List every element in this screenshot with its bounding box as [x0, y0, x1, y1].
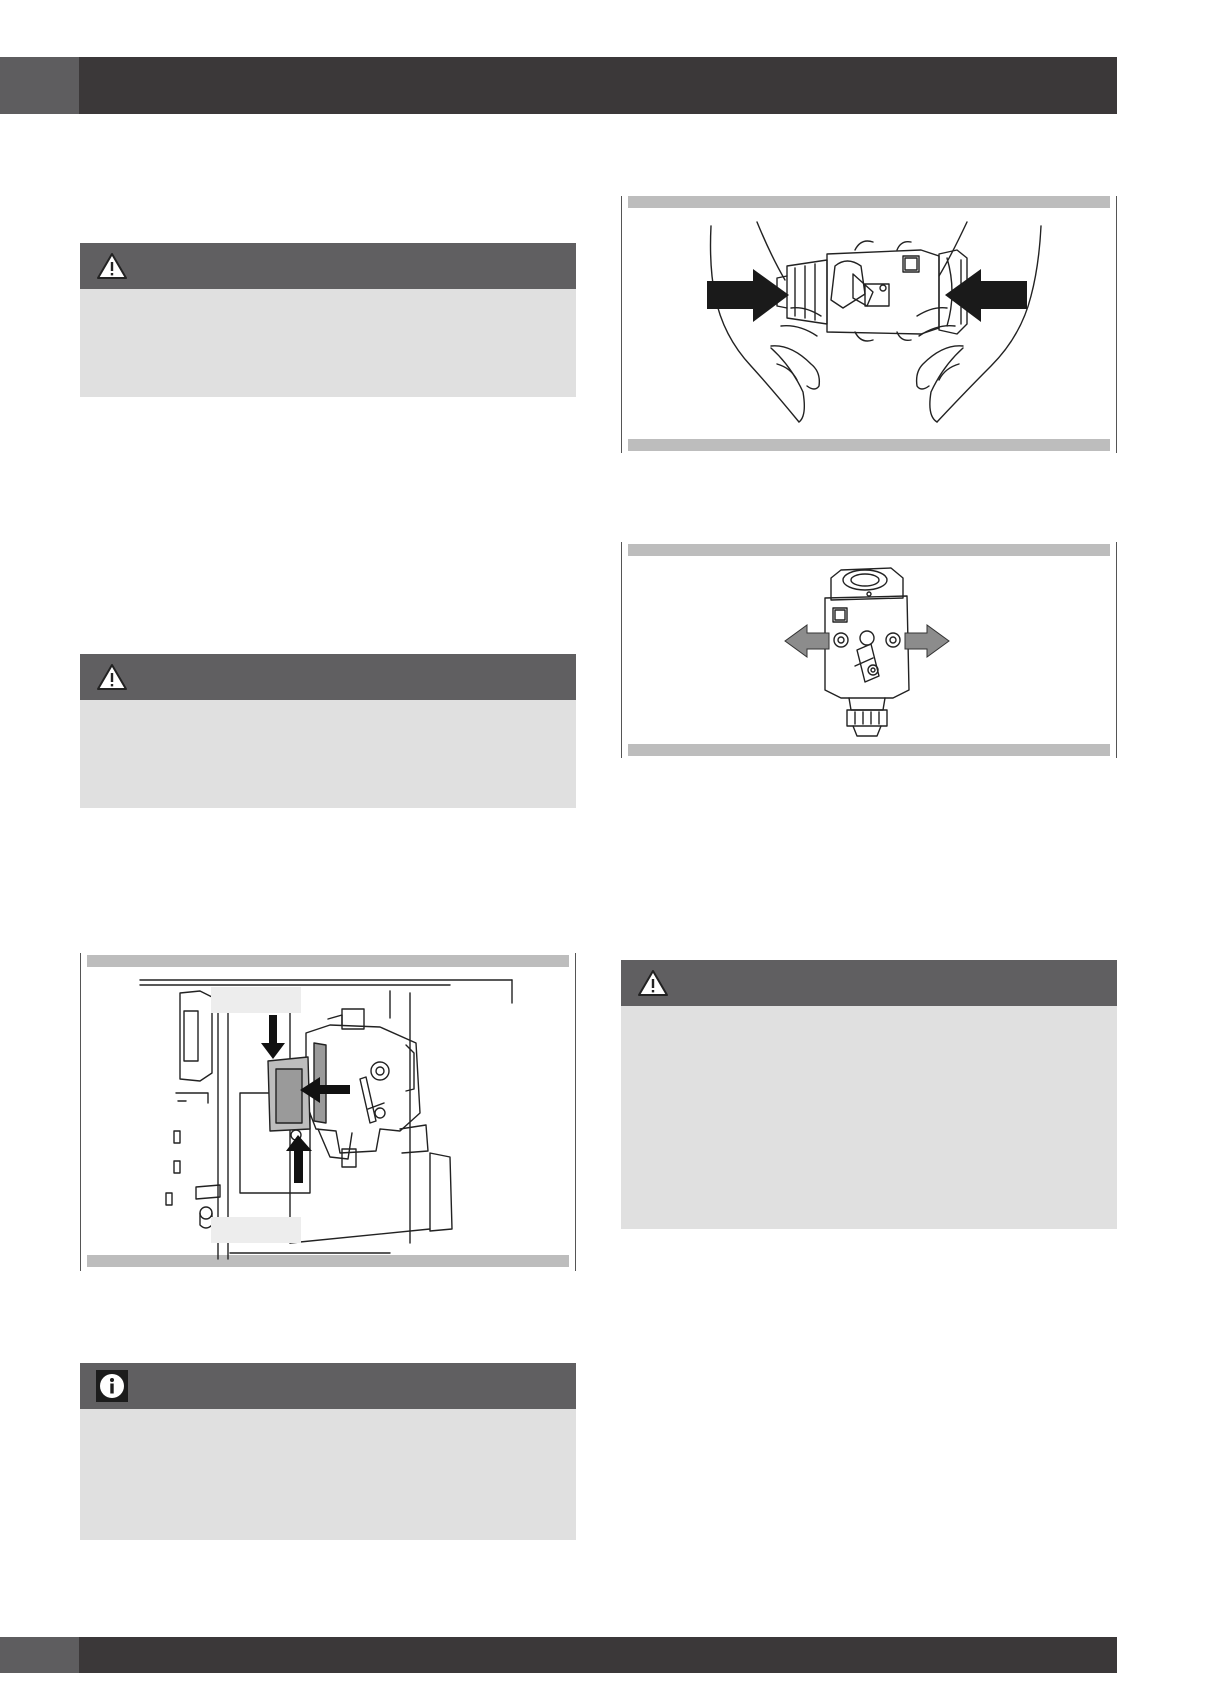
notice-body [80, 700, 576, 808]
warning-icon [96, 662, 128, 692]
footer-tab [0, 1637, 79, 1673]
page-footer-bar [0, 1637, 1117, 1673]
warning-notice [80, 243, 576, 397]
notice-body [80, 1409, 576, 1540]
notice-heading [80, 1363, 576, 1409]
notice-heading [80, 654, 576, 700]
arrow-icon [945, 269, 1027, 322]
notice-body [80, 289, 576, 397]
callout-top [211, 987, 301, 1013]
warning-notice [80, 654, 576, 808]
figure-press-valve [621, 196, 1117, 453]
notice-heading [621, 960, 1117, 1006]
page-header-bar [0, 57, 1117, 114]
notice-body [621, 1006, 1117, 1229]
arrow-icon [905, 625, 949, 657]
valve-clips-drawing [621, 542, 1117, 758]
info-notice [80, 1363, 576, 1540]
header-title [79, 57, 1117, 114]
info-icon [96, 1370, 128, 1402]
arrow-icon [261, 1015, 285, 1059]
callout-bottom [211, 1217, 301, 1243]
warning-icon [637, 968, 669, 998]
header-tab [0, 57, 79, 114]
warning-icon [96, 251, 128, 281]
figure-valve-installation [80, 953, 576, 1271]
notice-heading [80, 243, 576, 289]
press-valve-drawing [621, 196, 1117, 453]
valve-installation-drawing [80, 953, 576, 1271]
footer-text [79, 1637, 1117, 1673]
figure-valve-clips [621, 542, 1117, 758]
arrow-icon [785, 625, 829, 657]
warning-notice [621, 960, 1117, 1229]
